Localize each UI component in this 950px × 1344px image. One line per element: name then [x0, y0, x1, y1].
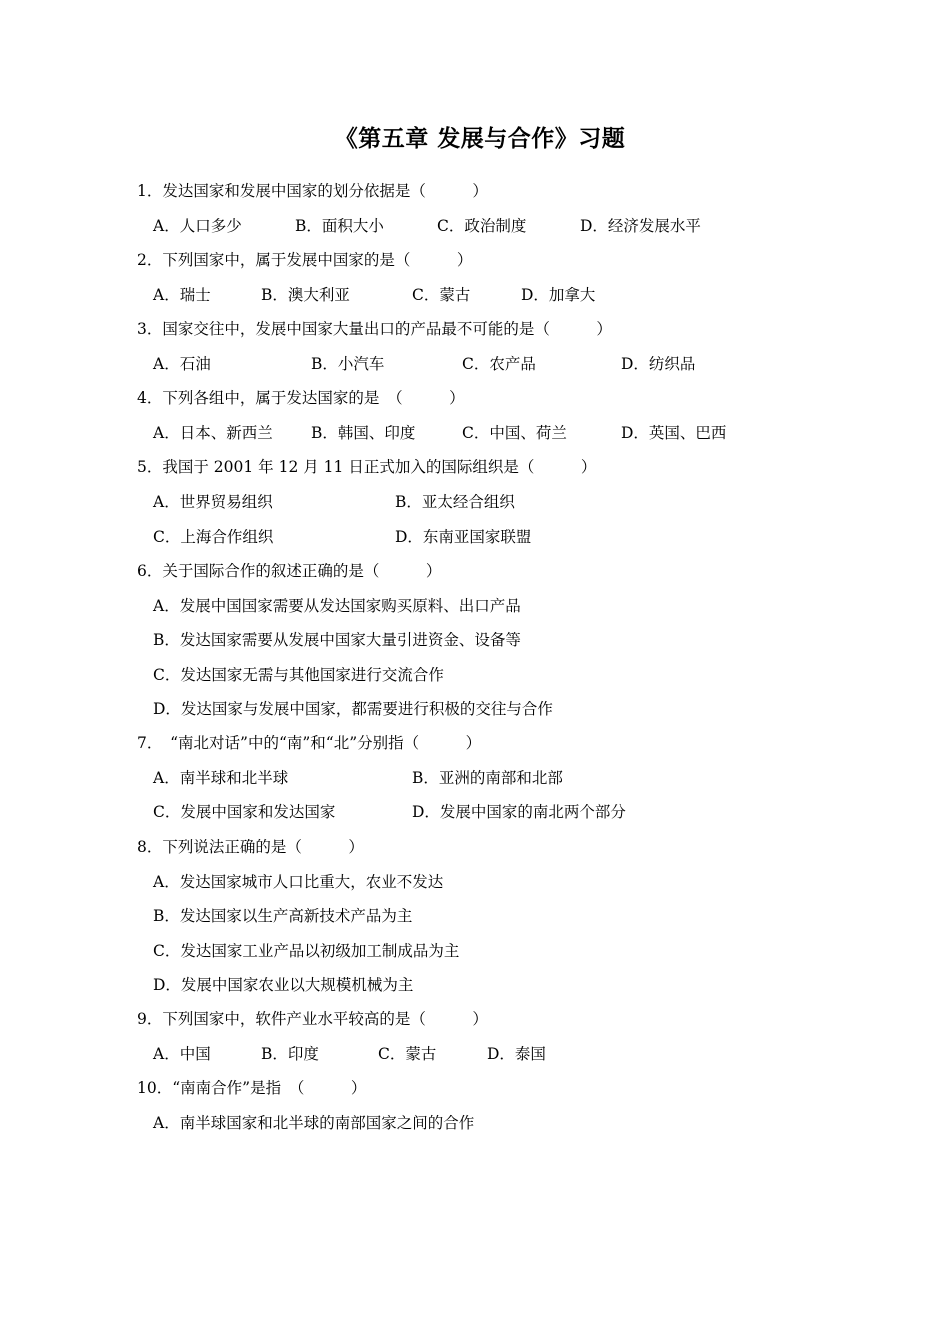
question-6-stem: 6．关于国际合作的叙述正确的是（ ）	[137, 562, 442, 580]
question-3-option-a: A．石油	[153, 355, 211, 373]
question-8-option-d: D．发展中国家农业以大规模机械为主	[153, 976, 414, 994]
question-2-option-c: C．蒙古	[412, 286, 471, 304]
question-3-option-d: D．纺织品	[621, 355, 696, 373]
question-2-option-a: A．瑞士	[153, 286, 211, 304]
question-2-stem: 2．下列国家中，属于发展中国家的是（ ）	[137, 251, 473, 269]
question-10-stem: 10．“南南合作”是指 （ ）	[137, 1079, 367, 1097]
question-2-option-d: D．加拿大	[521, 286, 596, 304]
question-9-option-d: D．泰国	[487, 1045, 546, 1063]
question-8-option-b: B．发达国家以生产高新技术产品为主	[153, 907, 413, 925]
question-9-stem: 9．下列国家中，软件产业水平较高的是（ ）	[137, 1010, 488, 1028]
question-1-stem: 1．发达国家和发展中国家的划分依据是（ ）	[137, 182, 488, 200]
question-9-option-c: C．蒙古	[378, 1045, 437, 1063]
question-9-option-a: A．中国	[153, 1045, 211, 1063]
question-7-option-d: D．发展中国家的南北两个部分	[412, 803, 626, 821]
question-5-option-c: C．上海合作组织	[153, 528, 274, 546]
question-6-option-c: C．发达国家无需与其他国家进行交流合作	[153, 666, 444, 684]
question-8-option-a: A．发达国家城市人口比重大，农业不发达	[153, 873, 444, 891]
question-5-option-d: D．东南亚国家联盟	[395, 528, 532, 546]
question-1-option-a: A．人口多少	[153, 217, 242, 235]
question-2-option-b: B．澳大利亚	[261, 286, 350, 304]
question-7-option-a: A．南半球和北半球	[153, 769, 289, 787]
question-4-option-c: C．中国、荷兰	[462, 424, 567, 442]
question-4-stem: 4．下列各组中，属于发达国家的是 （ ）	[137, 389, 465, 407]
question-7-option-c: C．发展中国家和发达国家	[153, 803, 336, 821]
question-1-option-c: C．政治制度	[437, 217, 527, 235]
question-3-stem: 3．国家交往中，发展中国家大量出口的产品最不可能的是（ ）	[137, 320, 612, 338]
question-6-option-b: B．发达国家需要从发展中国家大量引进资金、设备等	[153, 631, 521, 649]
question-5-option-b: B．亚太经合组织	[395, 493, 515, 511]
question-4-option-d: D．英国、巴西	[621, 424, 727, 442]
question-9-option-b: B．印度	[261, 1045, 319, 1063]
question-5-stem: 5．我国于 2001 年 12 月 11 日正式加入的国际组织是（ ）	[137, 458, 597, 476]
question-6-option-a: A．发展中国国家需要从发达国家购买原料、出口产品	[153, 597, 521, 615]
question-4-option-a: A．日本、新西兰	[153, 424, 273, 442]
question-1-option-d: D．经济发展水平	[580, 217, 701, 235]
question-10-option-a: A．南半球国家和北半球的南部国家之间的合作	[153, 1114, 475, 1132]
question-6-option-d: D．发达国家与发展中国家，都需要进行积极的交往与合作	[153, 700, 553, 718]
question-8-option-c: C．发达国家工业产品以初级加工制成品为主	[153, 942, 460, 960]
question-8-stem: 8．下列说法正确的是（ ）	[137, 838, 364, 856]
question-3-option-b: B．小汽车	[311, 355, 385, 373]
question-4-option-b: B．韩国、印度	[311, 424, 416, 442]
question-1-option-b: B．面积大小	[295, 217, 384, 235]
question-7-option-b: B．亚洲的南部和北部	[412, 769, 563, 787]
question-7-stem: 7． “南北对话”中的“南”和“北”分别指（ ）	[137, 734, 482, 752]
question-3-option-c: C．农产品	[462, 355, 536, 373]
question-5-option-a: A．世界贸易组织	[153, 493, 273, 511]
document-title: 《第五章 发展与合作》习题	[334, 126, 626, 152]
